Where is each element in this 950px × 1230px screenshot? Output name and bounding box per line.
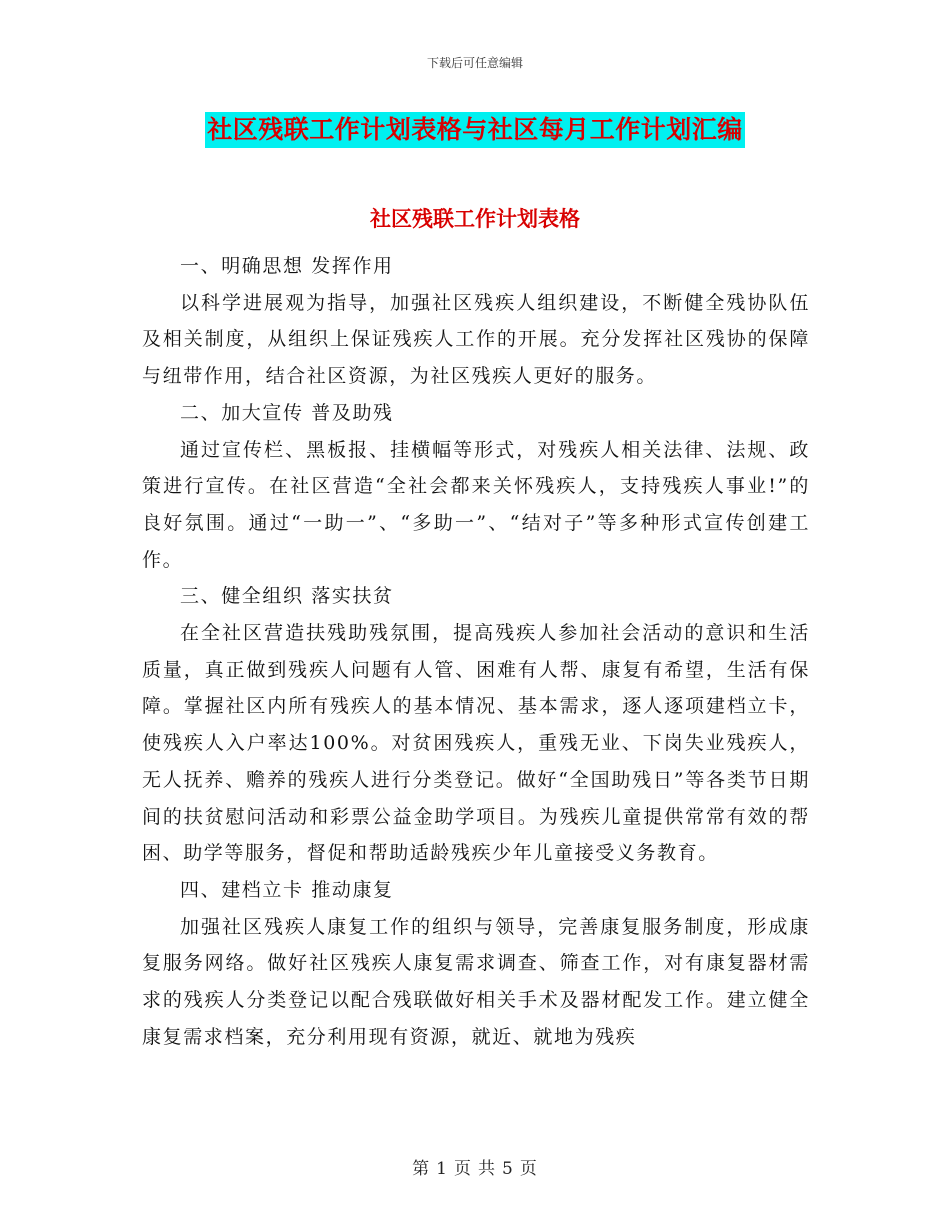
page-footer xyxy=(0,1154,950,1179)
document-body xyxy=(142,248,810,1055)
heading-3: 三、健全组织 落实扶贫 xyxy=(180,585,394,608)
footer-page-word: 页 xyxy=(454,1159,472,1179)
heading-4: 四、建档立卡 推动康复 xyxy=(180,878,394,901)
paragraph-3: 在全社区营造扶残助残氛围，提高残疾人参加社会活动的意识和生活质量，真正做到残疾人问题有人管、困难有人帮、康复有希望，生活有保障。掌握社区内所有残疾人的基本情况、基本需求，逐人逐项建档立卡，使残疾人入户率达100%。对贫困残疾人，重残无业、下岗失业残疾人，无人抚养、赡养的残疾人进行分类登记。做好“全国助残日”等各类节日期间的扶贫慰问活动和彩票公益金助学项目。为残疾儿童提供常常有效的帮困、助学等服务，督促和帮助适龄残疾少年儿童接受义务教育。 xyxy=(142,622,810,865)
main-title xyxy=(0,112,950,148)
paragraph-1: 以科学进展观为指导，加强社区残疾人组织建设，不断健全残协队伍及相关制度，从组织上保证残疾人工作的开展。充分发挥社区残协的保障与纽带作用，结合社区资源，为社区残疾人更好的服务。 xyxy=(142,291,810,388)
current-page-number: 1 xyxy=(436,1159,448,1179)
total-page-count: 5 xyxy=(502,1159,514,1179)
main-title-text: 社区残联工作计划表格与社区每月工作计划汇编 xyxy=(205,112,745,148)
heading-1: 一、明确思想 发挥作用 xyxy=(180,255,394,277)
section-title: 社区残联工作计划表格 xyxy=(370,207,580,231)
paragraph-2: 通过宣传栏、黑板报、挂横幅等形式，对残疾人相关法律、法规、政策进行宣传。在社区营造“全社会都来关怀残疾人，支持残疾人事业!”的良好氛围。通过“一助一”、“多助一”、“结对子”等多种形式宣传创建工作。 xyxy=(142,438,810,571)
footer-total-word: 共 xyxy=(478,1159,496,1179)
footer-prefix: 第 xyxy=(412,1159,431,1179)
paragraph-4: 加强社区残疾人康复工作的组织与领导，完善康复服务制度，形成康复服务网络。做好社区残疾人康复需求调查、筛查工作，对有康复器材需求的残疾人分类登记以配合残联做好相关手术及器材配发工作。建立健全康复需求档案，充分利用现有资源，就近、就地为残疾 xyxy=(142,915,810,1048)
heading-2: 二、加大宣传 普及助残 xyxy=(180,401,394,424)
footer-suffix: 页 xyxy=(519,1159,538,1179)
header-note: 下载后可任意编辑 xyxy=(426,56,523,70)
